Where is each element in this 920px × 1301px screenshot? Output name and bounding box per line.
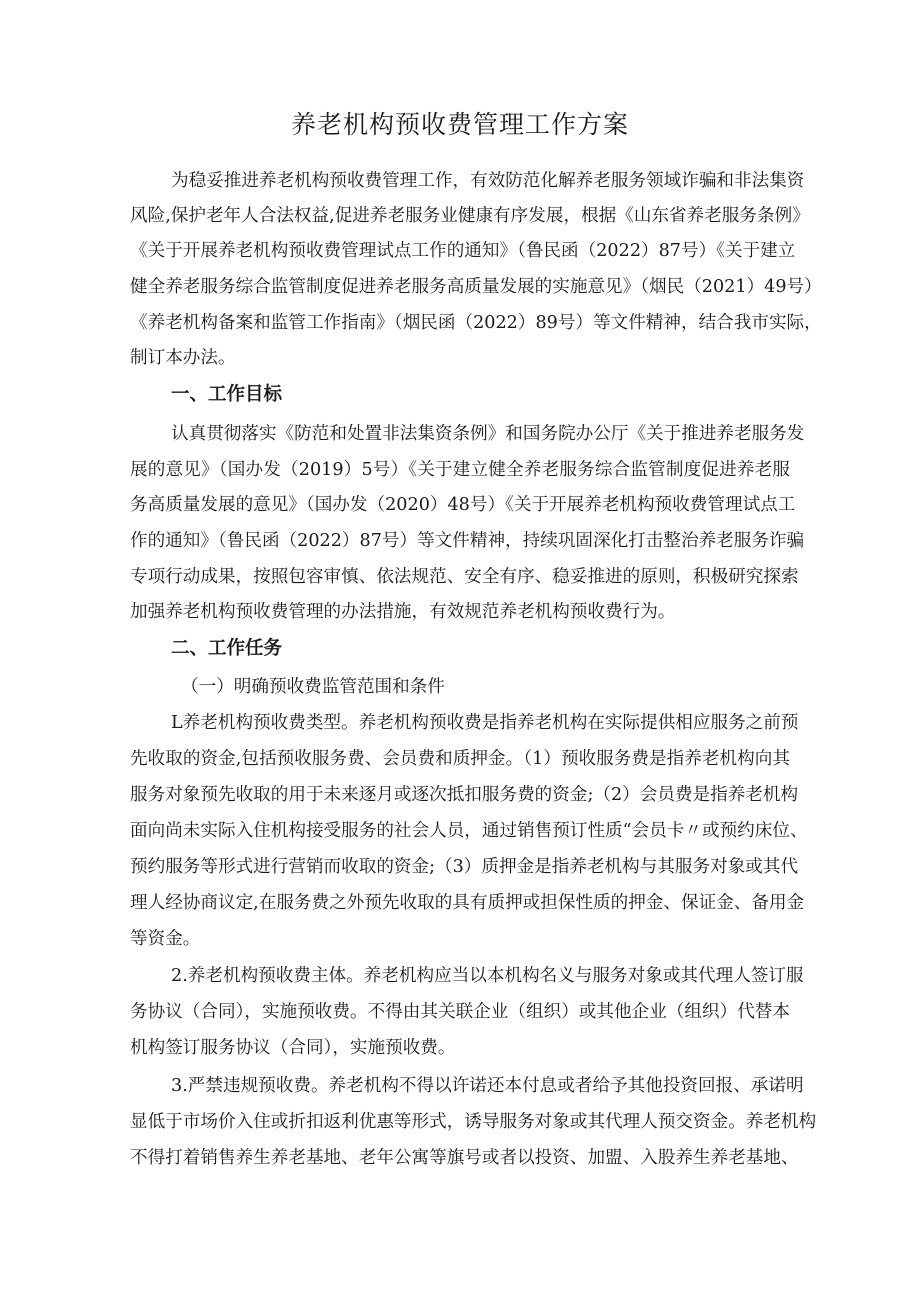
subsection-heading: （一）明确预收费监管范围和条件 xyxy=(181,677,445,697)
section1-line: 作的通知》（鲁民函（2022）87号）等文件精神，持续巩固深化打击整治养老服务诈骗 xyxy=(130,531,805,551)
item3-line: 不得打着销售养生养老基地、老年公寓等旗号或者以投资、加盟、入股养生养老基地、 xyxy=(130,1148,799,1168)
section1-line: 认真贯彻落实《防范和处置非法集资条例》和国务院办公厅《关于推进养老服务发 xyxy=(171,424,805,444)
intro-line: 风险,保护老年人合法权益,促进养老服务业健康有序发展，根据《山东省养老服务条例》 xyxy=(130,206,810,226)
item1-line: L养老机构预收费类型。养老机构预收费是指养老机构在实际提供相应服务之前预 xyxy=(171,713,799,733)
item2-line: 2.养老机构预收费主体。养老机构应当以本机构名义与服务对象或其代理人签订服 xyxy=(171,966,804,986)
section1-line: 务高质量发展的意见》（国办发（2020）48号）《关于开展养老机构预收费管理试点工 xyxy=(130,495,796,515)
item1-line: 预约服务等形式进行营销而收取的资金;（3）质押金是指养老机构与其服务对象或其代 xyxy=(130,857,799,877)
item3-line: 3.严禁违规预收费。养老机构不得以许诺还本付息或者给予其他投资回报、承诺明 xyxy=(171,1076,804,1096)
section1-line: 专项行动成果，按照包容审慎、依法规范、安全有序、稳妥推进的原则，积极研究探索 xyxy=(130,567,799,587)
item2-line: 务协议（合同），实施预收费。不得由其关联企业（组织）或其他企业（组织）代替本 xyxy=(130,1002,790,1022)
section1-line: 加强养老机构预收费管理的办法措施，有效规范养老机构预收费行为。 xyxy=(130,602,676,622)
document-title: 养老机构预收费管理工作方案 xyxy=(290,110,629,139)
item1-line: 先收取的资金,包括预收服务费、会员费和质押金。（1）预收服务费是指养老机构向其 xyxy=(130,749,790,769)
section-heading-tasks: 二、工作任务 xyxy=(171,638,283,659)
section1-line: 展的意见》（国办发（2019）5号）《关于建立健全养老服务综合监管制度促进养老服 xyxy=(130,460,790,480)
intro-line: 《养老机构备案和监管工作指南》（烟民函（2022）89号）等文件精神，结合我市实际， xyxy=(130,313,822,333)
item1-line: 理人经协商议定,在服务费之外预先收取的具有质押或担保性质的押金、保证金、备用金 xyxy=(130,893,805,913)
intro-line: 健全养老服务综合监管制度促进养老服务高质量发展的实施意见》（烟民（2021）49号） xyxy=(130,277,822,297)
item1-line: 服务对象预先收取的用于未来逐月或逐次抵扣服务费的资金;（2）会员费是指养老机构 xyxy=(130,785,799,805)
intro-line: 为稳妥推进养老机构预收费管理工作，有效防范化解养老服务领域诈骗和非法集资 xyxy=(171,171,805,191)
intro-line: 《关于开展养老机构预收费管理试点工作的通知》（鲁民函（2022）87号）《关于建立 xyxy=(130,241,796,261)
intro-line: 制订本办法。 xyxy=(130,348,236,368)
item2-line: 机构签订服务协议（合同），实施预收费。 xyxy=(130,1038,456,1058)
item1-line: 等资金。 xyxy=(130,929,201,949)
item1-line: 面向尚未实际入住机构接受服务的社会人员，通过销售预订性质“会员卡〃或预约床位、 xyxy=(130,821,808,841)
item3-line: 显低于市场价入住或折扣返利优惠等形式，诱导服务对象或其代理人预交资金。养老机构 xyxy=(130,1112,817,1132)
section-heading-goals: 一、工作目标 xyxy=(171,384,283,405)
